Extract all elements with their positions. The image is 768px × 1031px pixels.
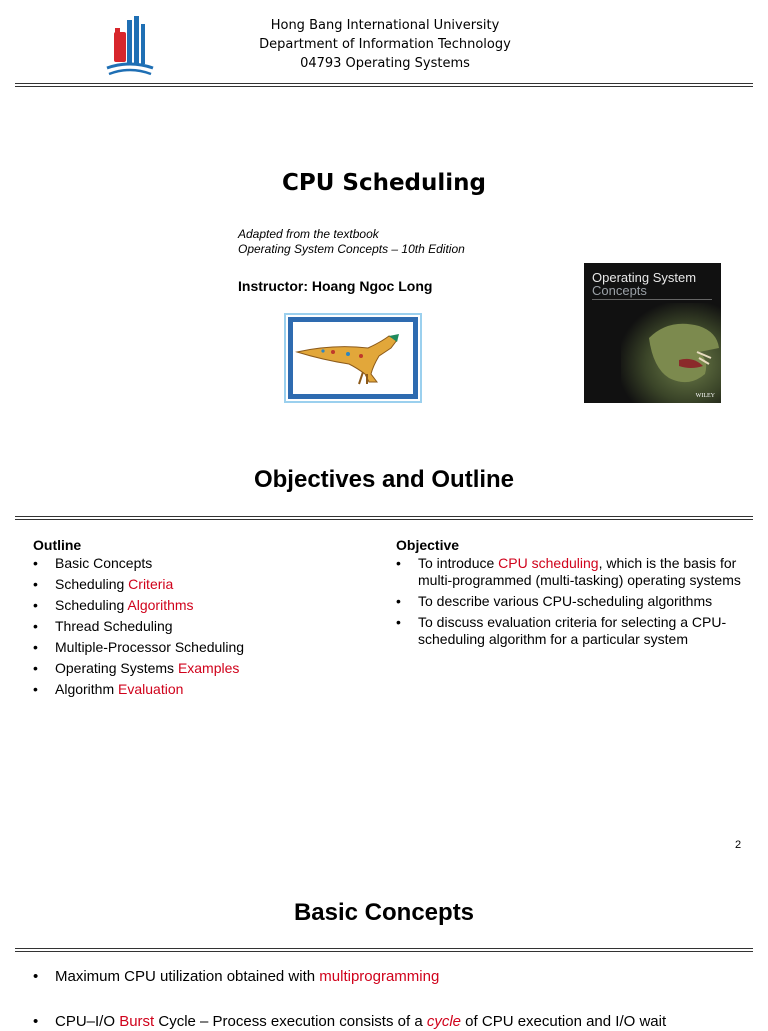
concept-item: • CPU–I/O Burst Cycle – Process execution consists of a cycle of CPU execution and I/O wait	[33, 1013, 753, 1031]
outline-item: • Algorithm Evaluation	[33, 681, 363, 698]
dinosaur-illustration	[284, 313, 422, 403]
document-header	[240, 16, 530, 73]
objective-item: • To describe various CPU-scheduling algorithms	[396, 593, 741, 610]
slide2-title: Objectives and Outline	[253, 466, 515, 493]
outline-list	[33, 555, 363, 698]
cover-publisher: WILEY	[695, 393, 715, 399]
department-name: Department of Information Technology	[259, 37, 511, 52]
header-rule	[15, 83, 753, 87]
page-number: 2	[735, 839, 742, 851]
objective-item: • To discuss evaluation criteria for selecting a CPU-scheduling algorithm for a particular system	[396, 614, 741, 648]
outline-item: • Scheduling Algorithms	[33, 597, 363, 614]
basic-concepts-list	[33, 968, 753, 1031]
outline-column	[33, 536, 363, 698]
slide3-rule	[15, 948, 753, 952]
textbook-credit	[238, 227, 465, 257]
outline-item: • Operating Systems Examples	[33, 660, 363, 677]
textbook-cover	[584, 263, 721, 403]
slide1-title: CPU Scheduling	[281, 170, 487, 196]
objective-heading: Objective	[396, 537, 460, 553]
outline-item: • Thread Scheduling	[33, 618, 363, 635]
dinosaur-head-image	[639, 308, 721, 398]
objective-column	[396, 536, 741, 648]
objective-list	[396, 555, 741, 648]
instructor-name: Instructor: Hoang Ngoc Long	[238, 278, 433, 294]
outline-item: • Basic Concepts	[33, 555, 363, 572]
outline-item: • Scheduling Criteria	[33, 576, 363, 593]
cover-title-line-2: Concepts	[592, 283, 647, 298]
adapted-line-1: Adapted from the textbook	[238, 227, 379, 241]
university-logo	[105, 14, 155, 80]
objective-item: • To introduce CPU scheduling, which is the basis for multi-programmed (multi-tasking) operating systems	[396, 555, 741, 589]
course-name: 04793 Operating Systems	[300, 56, 470, 71]
cover-title-line-1: Operating System	[592, 270, 697, 285]
concept-item: • Maximum CPU utilization obtained with multiprogramming	[33, 968, 753, 986]
slide3-title: Basic Concepts	[293, 899, 475, 926]
adapted-line-2: Operating System Concepts – 10th Edition	[238, 242, 465, 256]
slide2-rule	[15, 516, 753, 520]
university-name: Hong Bang International University	[270, 18, 500, 33]
outline-heading: Outline	[33, 537, 82, 553]
outline-item: • Multiple-Processor Scheduling	[33, 639, 363, 656]
